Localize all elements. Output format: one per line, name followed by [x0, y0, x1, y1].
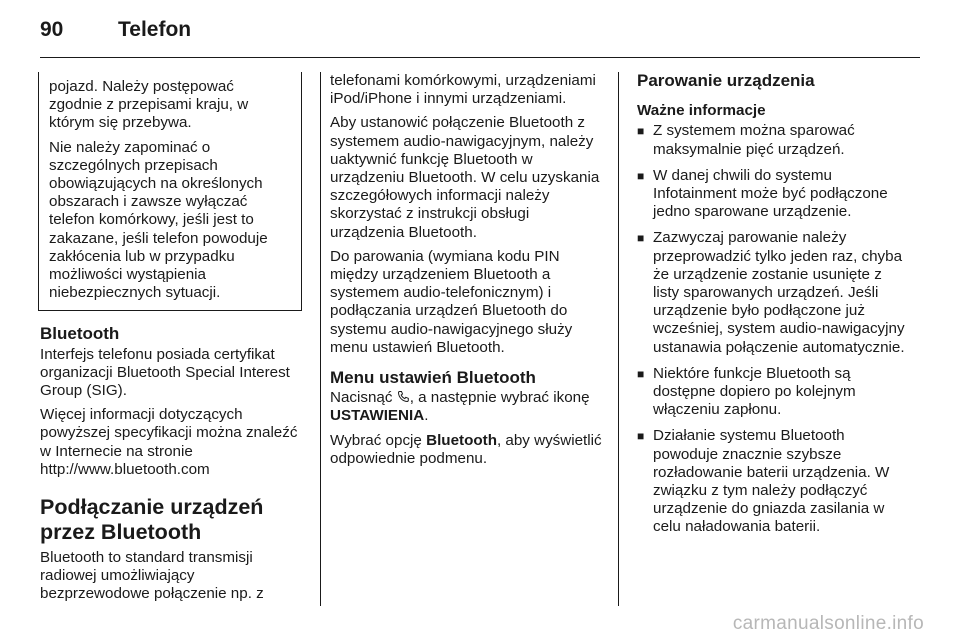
bluetooth-paragraph-1: Interfejs telefonu posiada certyfikat organizacji Bluetooth Special Interest Group (SIG). [40, 345, 290, 400]
column-3 [637, 72, 912, 545]
bullet-square-icon: ■ [637, 366, 645, 381]
menu-p1-end: . [424, 407, 429, 425]
site-watermark: carmanualsonline.info [732, 613, 924, 634]
bullet-square-icon: ■ [637, 231, 645, 246]
menu-p1-start: Nacisnąć [330, 389, 393, 407]
page-title: Telefon [118, 18, 192, 41]
important-info-list [637, 122, 912, 536]
bluetooth-paragraph-2: Więcej informacji dotyczących powyższej specyfikacji można znaleźć w Internecie na stronie http://www.bluetooth.com [40, 406, 298, 478]
list-item-text: W danej chwili do systemu Infotainment może być podłączone jedno sparowane urządzenie. [653, 166, 888, 221]
bluetooth-heading: Bluetooth [40, 324, 120, 344]
phone-icon [397, 389, 410, 407]
list-item [637, 122, 912, 158]
list-item-text: Zazwyczaj parowanie należy przeprowadzić tylko jeden raz, chyba że urządzenie zostanie usunięte z listy sparowanych urządzeń. Jeśli urządzenie było podłączone już wcześniej, system audio-nawigacyjny ustanawia połączenie automatycznie. [653, 229, 905, 356]
settings-label: USTAWIENIA [330, 407, 425, 425]
menu-paragraph-1 [330, 389, 606, 425]
connect-paragraph-1: Bluetooth to standard transmisji radiowej umożliwiający bezprzewodowe połączenie np. z [40, 549, 264, 603]
warning-paragraph-1: pojazd. Należy postępować zgodnie z przepisami kraju, w którym się przebywa. [49, 78, 249, 132]
bullet-square-icon: ■ [637, 429, 645, 444]
bluetooth-option-label: Bluetooth [426, 431, 497, 449]
warning-paragraph-2: Nie należy zapominać o szczególnych przepisach obowiązujących na określonych obszarach i zawsze wyłączać telefon komórkowy, jeśli jest to zakazane, jeśli telefon powoduje zakłócenia lub w przypadku możliwości wystąpienia niebezpiecznych sytuacji. [49, 138, 268, 302]
list-item [637, 229, 912, 356]
menu-p2-end: , aby wyświetlić odpowiednie podmenu. [330, 431, 602, 467]
list-item [637, 365, 912, 420]
col2-paragraph-2: Aby ustanowić połączenie Bluetooth z systemem audio-nawigacyjnym, należy uaktywnić funkcję Bluetooth w urządzeniu Bluetooth. W celu uzyskania szczegółowych informacji należy skorzystać z instrukcji obsługi urządzenia Bluetooth. [330, 114, 600, 241]
list-item [637, 167, 912, 222]
page-header [40, 14, 920, 52]
menu-p1-middle: , a następnie wybrać ikonę [409, 389, 590, 407]
connect-heading: Podłączanie urządzeń przez Bluetooth [40, 495, 264, 545]
column-divider-1 [320, 72, 321, 606]
col2-paragraph-3: Do parowania (wymiana kodu PIN między urządzeniem Bluetooth a systemem audio-telefonicznym) i podłączania urządzeń Bluetooth do systemu audio-nawigacyjnego służy menu ustawień Bluetooth. [330, 247, 573, 356]
list-item-text: Działanie systemu Bluetooth powoduje znacznie szybsze rozładowanie baterii urządzenia. W związku z tym należy podłączyć urządzenie do gniazda zasilania w celu naładowania baterii. [653, 427, 890, 536]
bullet-square-icon: ■ [637, 124, 645, 139]
bluetooth-menu-heading: Menu ustawień Bluetooth [330, 368, 536, 388]
col2-paragraph-1: telefonami komórkowymi, urządzeniami iPod/iPhone i innymi urządzeniami. [330, 72, 596, 108]
column-2 [330, 72, 606, 474]
menu-paragraph-2 [330, 432, 606, 468]
column-divider-2 [618, 72, 619, 606]
menu-p2-start: Wybrać opcję [330, 431, 422, 449]
list-item [637, 427, 912, 536]
list-item-text: Z systemem można sparować maksymalnie pięć urządzeń. [653, 122, 855, 158]
header-divider [40, 57, 920, 58]
warning-box [38, 72, 302, 311]
bullet-square-icon: ■ [637, 168, 645, 183]
pairing-heading: Parowanie urządzenia [637, 71, 815, 90]
column-1 [40, 72, 302, 610]
important-info-subheading: Ważne informacje [637, 102, 766, 120]
page-number: 90 [40, 18, 64, 41]
list-item-text: Niektóre funkcje Bluetooth są dostępne dopiero po kolejnym włączeniu zapłonu. [653, 364, 856, 419]
